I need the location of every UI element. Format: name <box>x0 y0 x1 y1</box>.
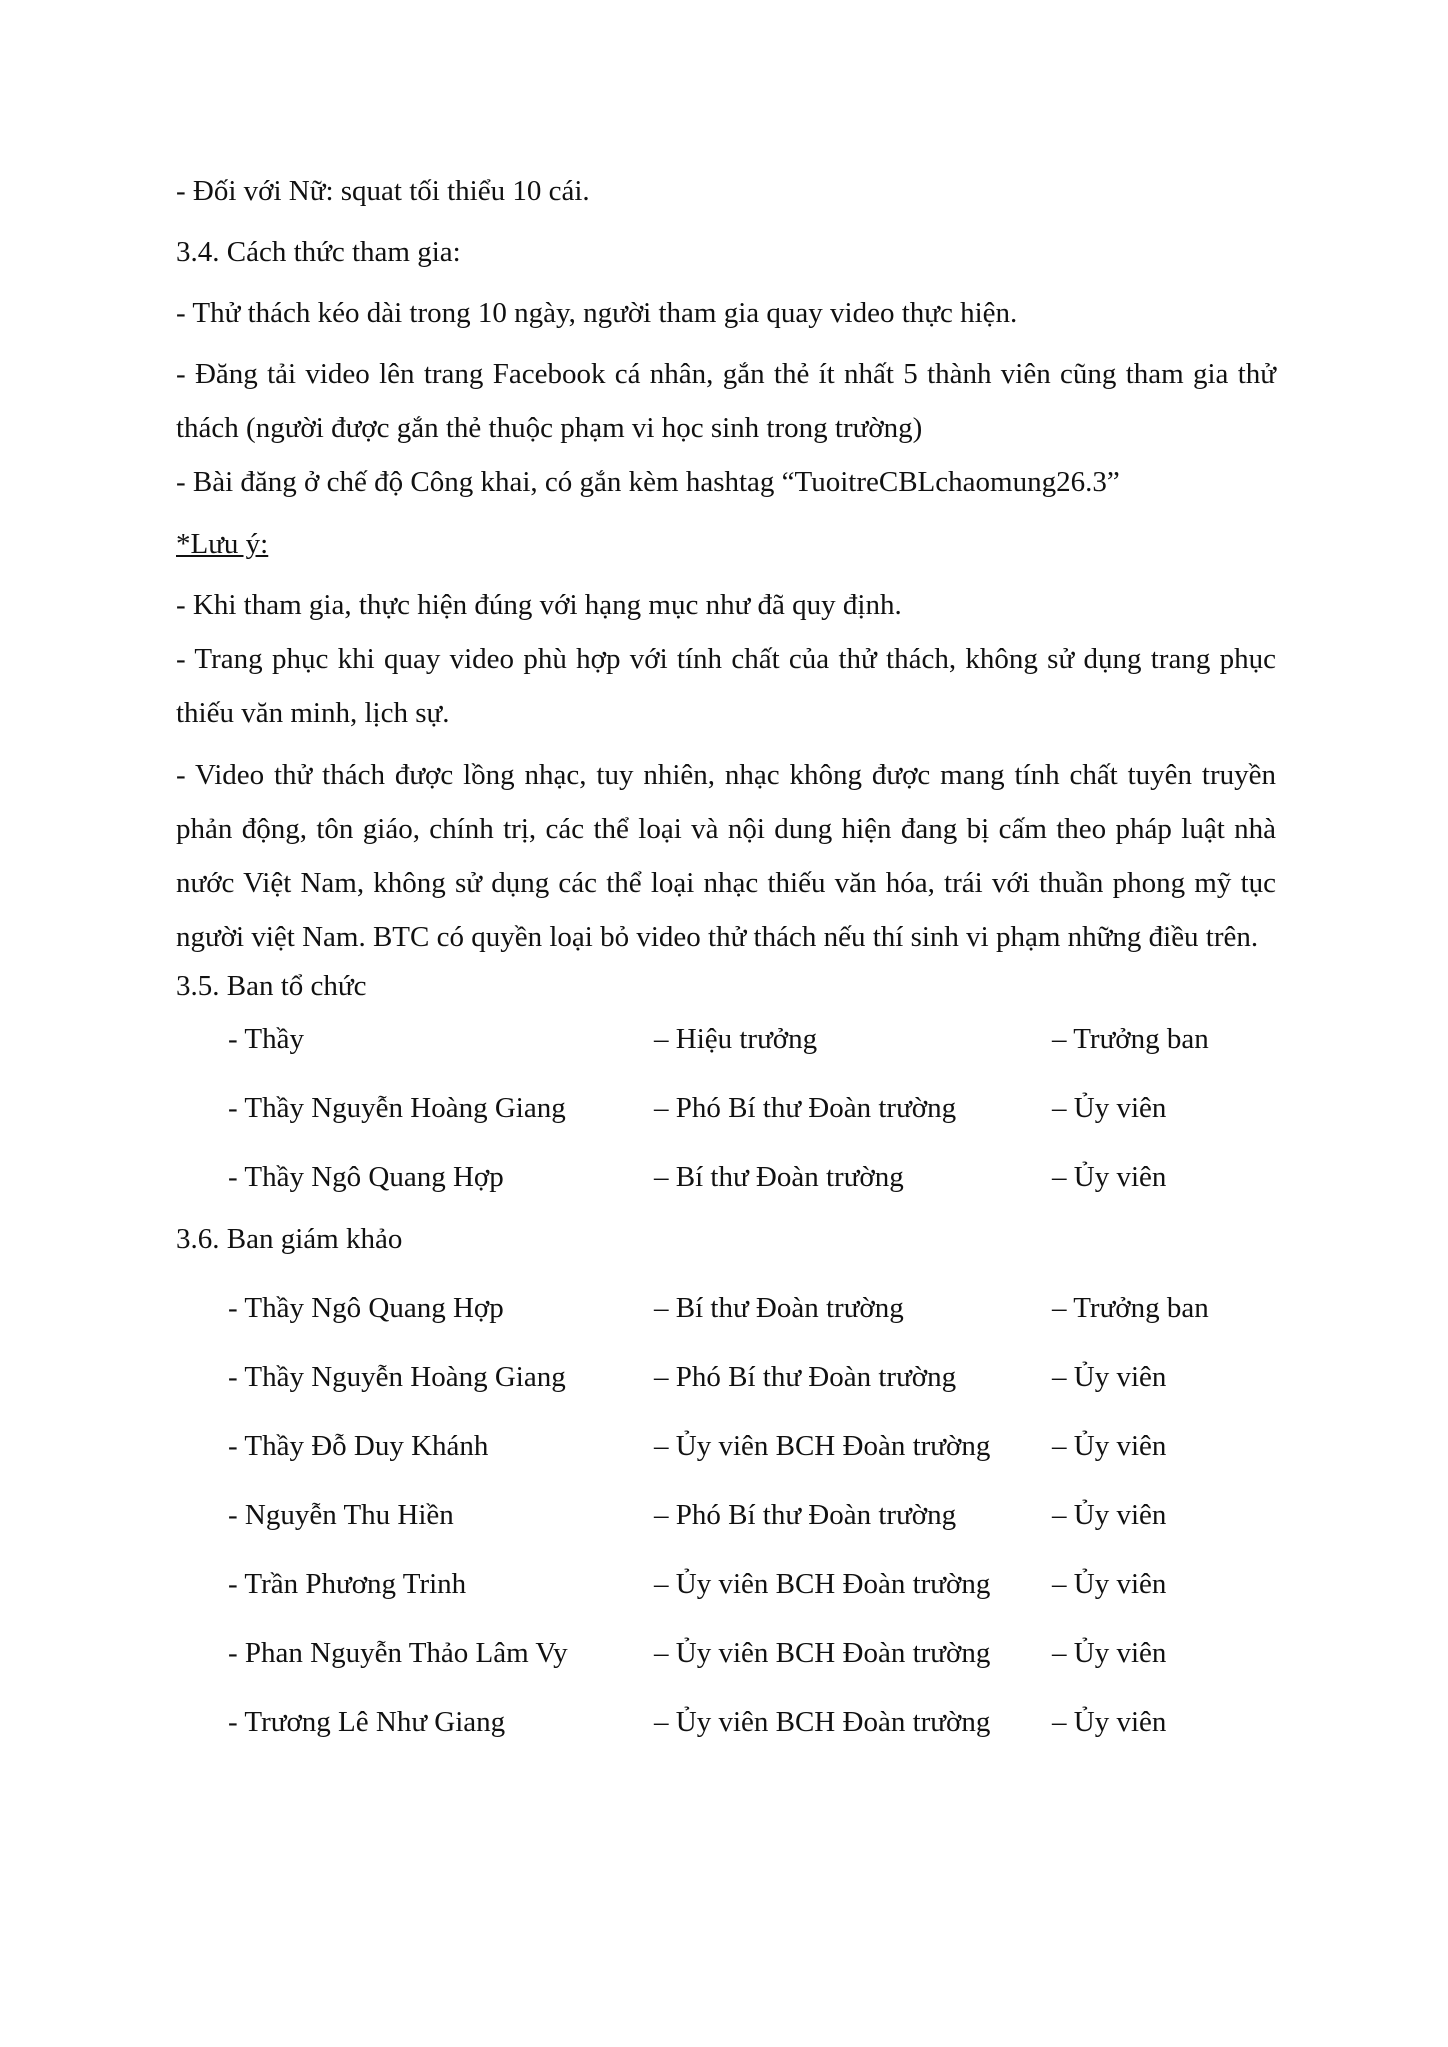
member-position: – Phó Bí thư Đoàn trường <box>654 1499 957 1531</box>
note-item: - Khi tham gia, thực hiện đúng với hạng mục như đã quy định. <box>176 589 902 621</box>
member-role: – Ủy viên <box>1052 1499 1167 1531</box>
member-position: – Phó Bí thư Đoàn trường <box>654 1092 957 1124</box>
member-role: – Ủy viên <box>1052 1361 1167 1393</box>
jury-row <box>176 1565 1276 1634</box>
section-3-4-heading: 3.4. Cách thức tham gia: <box>176 236 461 268</box>
jury-row <box>176 1358 1276 1427</box>
member-role: – Ủy viên <box>1052 1430 1167 1462</box>
member-position: – Ủy viên BCH Đoàn trường <box>654 1706 991 1738</box>
member-position: – Ủy viên BCH Đoàn trường <box>654 1637 991 1669</box>
member-role: – Ủy viên <box>1052 1637 1167 1669</box>
jury-list <box>176 1289 1276 1772</box>
document-body <box>176 172 1276 1772</box>
member-role: – Ủy viên <box>1052 1161 1167 1193</box>
member-name: - Thầy Ngô Quang Hợp <box>228 1161 504 1193</box>
member-position: – Ủy viên BCH Đoàn trường <box>654 1430 991 1462</box>
member-role: – Ủy viên <box>1052 1568 1167 1600</box>
jury-row <box>176 1496 1276 1565</box>
section-3-5-heading: 3.5. Ban tổ chức <box>176 970 367 1002</box>
jury-row <box>176 1703 1276 1772</box>
organizing-committee-list <box>176 1020 1276 1227</box>
member-position: – Hiệu trưởng <box>654 1023 818 1055</box>
member-name: - Phan Nguyễn Thảo Lâm Vy <box>228 1637 568 1669</box>
note-heading: *Lưu ý: <box>176 528 269 560</box>
member-name: - Trần Phương Trinh <box>228 1568 467 1600</box>
member-role: – Trưởng ban <box>1052 1023 1209 1055</box>
jury-row <box>176 1427 1276 1496</box>
section-3-6-heading: 3.6. Ban giám khảo <box>176 1223 403 1255</box>
committee-row <box>176 1020 1276 1089</box>
committee-row <box>176 1089 1276 1158</box>
member-role: – Trưởng ban <box>1052 1292 1209 1324</box>
member-position: – Ủy viên BCH Đoàn trường <box>654 1568 991 1600</box>
committee-row <box>176 1158 1276 1227</box>
member-position: – Bí thư Đoàn trường <box>654 1161 904 1193</box>
member-name: - Thầy Nguyễn Hoàng Giang <box>228 1092 566 1124</box>
member-name: - Thầy Nguyễn Hoàng Giang <box>228 1361 566 1393</box>
note-item: - Trang phục khi quay video phù hợp với tính chất của thử thách, không sử dụng trang phục thiếu văn minh, lịch sự. <box>176 643 1276 729</box>
member-name: - Trương Lê Như Giang <box>228 1706 506 1738</box>
member-role: – Ủy viên <box>1052 1706 1167 1738</box>
participation-item: - Thử thách kéo dài trong 10 ngày, người tham gia quay video thực hiện. <box>176 297 1018 329</box>
note-item: - Video thử thách được lồng nhạc, tuy nhiên, nhạc không được mang tính chất tuyên truyền phản động, tôn giáo, chính trị, các thể loại và nội dung hiện đang bị cấm theo pháp luật nhà nước Việt Nam, không sử dụng các thể loại nhạc thiếu văn hóa, trái với thuần phong mỹ tục người việt Nam. BTC có quyền loại bỏ video thử thách nếu thí sinh vi phạm những điều trên. <box>176 759 1276 953</box>
member-name: - Nguyễn Thu Hiền <box>228 1499 454 1531</box>
jury-row <box>176 1634 1276 1703</box>
member-name: - Thầy Ngô Quang Hợp <box>228 1292 504 1324</box>
female-squat-requirement: - Đối với Nữ: squat tối thiểu 10 cái. <box>176 175 590 207</box>
member-position: – Bí thư Đoàn trường <box>654 1292 904 1324</box>
member-name: - Thầy <box>228 1023 304 1055</box>
member-name: - Thầy Đỗ Duy Khánh <box>228 1430 489 1462</box>
member-position: – Phó Bí thư Đoàn trường <box>654 1361 957 1393</box>
participation-item: - Bài đăng ở chế độ Công khai, có gắn kèm hashtag “TuoitreCBLchaomung26.3” <box>176 466 1120 498</box>
jury-row <box>176 1289 1276 1358</box>
member-role: – Ủy viên <box>1052 1092 1167 1124</box>
participation-item: - Đăng tải video lên trang Facebook cá nhân, gắn thẻ ít nhất 5 thành viên cũng tham gia thử thách (người được gắn thẻ thuộc phạm vi học sinh trong trường) <box>176 358 1276 444</box>
